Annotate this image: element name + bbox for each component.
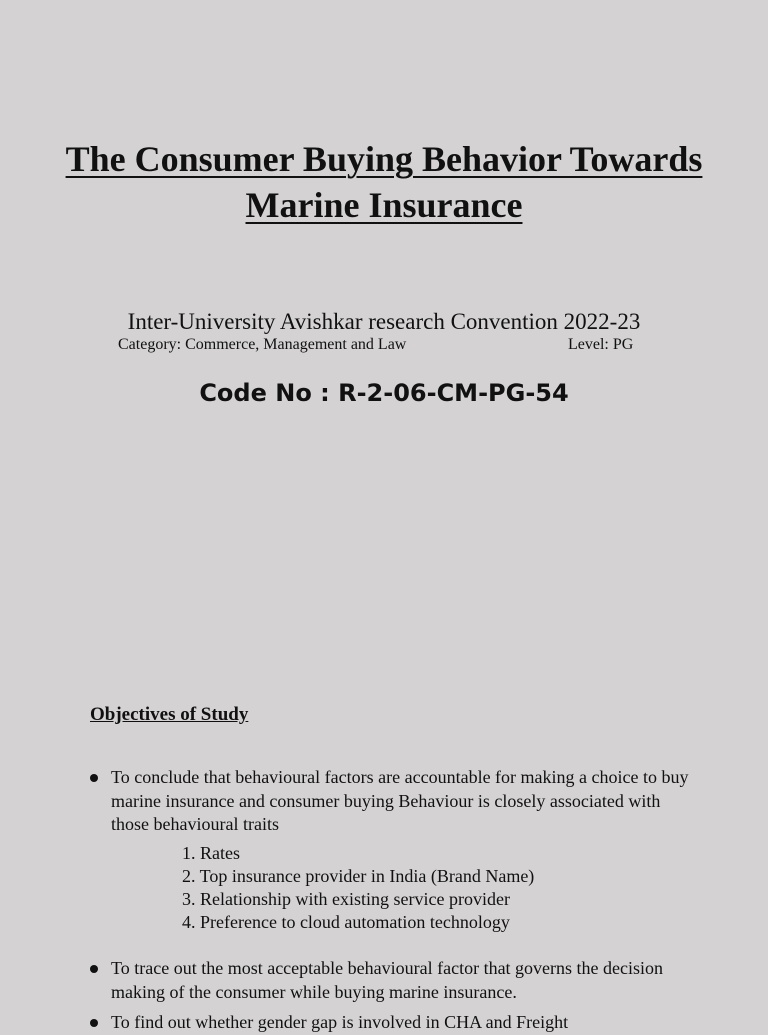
objective-item [90, 766, 700, 837]
factor-item: 4. Preference to cloud automation technology [182, 912, 510, 932]
category-label: Category: Commerce, Management and Law [118, 336, 407, 353]
document-title [0, 136, 768, 228]
objective-item [90, 1011, 700, 1035]
convention-name: Inter-University Avishkar research Convention 2022-23 [127, 309, 641, 334]
objective-text: To trace out the most acceptable behavioural factor that governs the decision making of the consumer while buying marine insurance. [111, 958, 664, 1002]
title-line-2: Marine Insurance [245, 185, 523, 225]
code-number: Code No : R-2-06-CM-PG-54 [199, 379, 569, 407]
bullet-icon [90, 774, 98, 782]
level-label: Level: PG [568, 336, 634, 353]
objectives-heading: Objectives of Study [90, 704, 249, 725]
factors-list [182, 842, 534, 934]
title-line-1: The Consumer Buying Behavior Towards [65, 139, 703, 179]
bullet-icon [90, 965, 98, 973]
factor-item: 1. Rates [182, 843, 240, 863]
objective-item [90, 957, 700, 1004]
objective-text: To find out whether gender gap is involved in CHA and Freight [111, 1012, 569, 1032]
bullet-icon [90, 1019, 98, 1027]
factor-item: 3. Relationship with existing service provider [182, 889, 510, 909]
objective-text: To conclude that behavioural factors are accountable for making a choice to buy marine insurance and consumer buying Behaviour is closely associated with those behavioural traits [111, 767, 689, 834]
factor-item: 2. Top insurance provider in India (Brand Name) [182, 866, 535, 886]
